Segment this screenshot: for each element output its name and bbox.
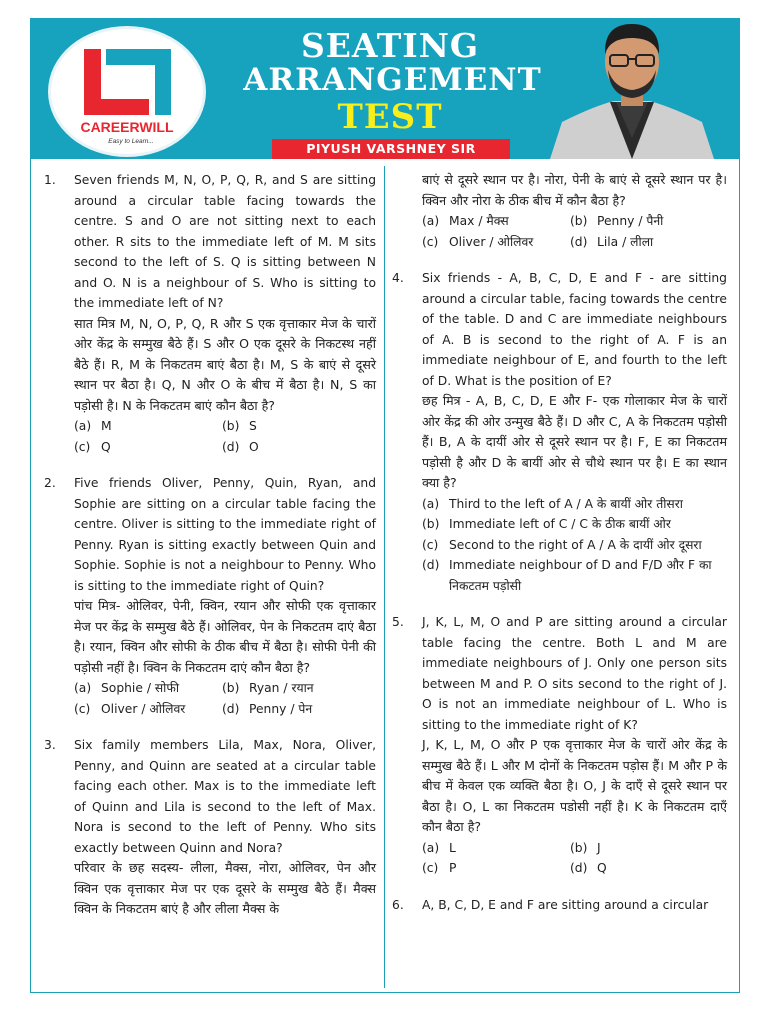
option-b: (b) Immediate left of C / C के ठीक बायीं ओर [422, 517, 671, 531]
options [74, 678, 376, 719]
teacher-photo [542, 18, 722, 159]
author-banner: PIYUSH VARSHNEY SIR [272, 139, 510, 159]
question-3 [44, 735, 376, 920]
question-3-continued [392, 170, 727, 252]
option-a: (a) Third to the left of A / A के बायीं ओर तीसरा [422, 496, 683, 511]
question-text-en: Five friends Oliver, Penny, Quin, Ryan, and Sophie are sitting on a circular table facing the centre. Oliver is sitting to the immediate right of Penny. Ryan is sitting exactly between Quin and Sophie. Sophie is not a neighbour to Penny. Who is sitting to the immediate right of Quin? [74, 476, 376, 593]
option-b: (b) Ryan / रयान [222, 681, 314, 695]
question-text-en: A, B, C, D, E and F are sitting around a circular [422, 897, 709, 912]
question-text-en: J, K, L, M, O and P are sitting around a circular table facing the centre. Both L and M are immediate neighbours of J. Only one person sits between M and P. O sits second to the right of J. O is not an immediate neighbour of L. Who is sitting to the immediate right of K? [422, 615, 727, 732]
column-divider [384, 166, 385, 988]
option-d: (d) Penny / पेन [222, 701, 313, 716]
option-c: (c) Oliver / ओलिवर [74, 701, 186, 716]
question-text-hi: सात मित्र M, N, O, P, Q, R और S एक वृत्ताकार मेज के चारों ओर केंद्र के सम्मुख बैठे हैं। S और O एक दूसरे के निकटस्थ नहीं बैठे हैं। R, M के निकटतम बाएं बैठा है। M, S के बाएं से दूसरे स्थान पर बैठा है। Q, N और O के बीच में बैठा है। N, S का पड़ोसी है। N के निकटतम बाएं कौन बैठा है? [74, 315, 376, 413]
question-text-en: Six family members Lila, Max, Nora, Oliver, Penny, and Quinn are seated at a circular table facing each other. Max is to the immediate left of Quinn and Lila is second to the left of Max. Nora is second to the left of Penny. Who sits exactly between Quinn and Nora? [74, 738, 376, 855]
question-text-hi: परिवार के छह सदस्य- लीला, मैक्स, नोरा, ओलिवर, पेन और क्विन एक वृत्ताकार मेज पर एक दूसरे के सम्मुख बैठे हैं। मैक्स क्विन के निकटतम बाएं है और लीला मैक्स के [74, 860, 376, 916]
options [74, 416, 376, 457]
question-number: 5. [392, 615, 404, 629]
logo-tagline: Easy to Learn... [108, 138, 154, 145]
question-text-en: Seven friends M, N, O, P, Q, R, and S are sitting around a circular table facing towards the centre. S and O are not sitting next to each other. R sits to the immediate left of M. M sits second to the left of S. Q is sitting between N and O. N is a neighbour of S. Who is sitting to the immediate left of N? [74, 173, 376, 310]
question-4 [392, 268, 727, 596]
question-number: 6. [392, 897, 404, 912]
options [422, 211, 727, 252]
option-a: (a) M [74, 419, 112, 433]
option-b: (b) Penny / पैनी [570, 214, 664, 228]
option-b: (b) S [222, 419, 257, 433]
question-5 [392, 612, 727, 879]
question-2 [44, 473, 376, 719]
option-d: (d) O [222, 439, 259, 454]
option-b: (b) J [570, 840, 601, 855]
option-a: (a) L [422, 840, 456, 855]
question-1 [44, 170, 376, 457]
option-c: (c) P [422, 861, 457, 875]
title-line-3: TEST [337, 97, 443, 137]
left-column [44, 170, 376, 936]
question-text-hi-continued: बाएं से दूसरे स्थान पर है। नोरा, पेनी के बाएं से दूसरे स्थान पर है। क्विन और नोरा के ठीक बीच में कौन बैठा है? [422, 172, 727, 208]
careerwill-logo [48, 26, 206, 157]
question-number: 4. [392, 271, 404, 285]
question-number: 1. [44, 173, 56, 187]
option-a: (a) Max / मैक्स [422, 214, 509, 228]
question-text-en: Six friends - A, B, C, D, E and F - are sitting around a circular table, facing towards the centre of the table. D and C are immediate neighbours of A. B is second to the right of A. F is an immediate neighbour of E, and fourth to the left of D. What is the position of E? [422, 271, 727, 388]
options [422, 494, 727, 597]
option-c: (c) Second to the right of A / A के दायीं ओर दूसरा [422, 537, 702, 552]
option-a: (a) Sophie / सोफी [74, 681, 180, 695]
logo-mark-icon [51, 29, 203, 154]
question-text-hi: छह मित्र - A, B, C, D, E और F- एक गोलाकार मेज के चारों ओर केंद्र की ओर उन्मुख बैठे हैं। D और C, A के निकटतम पड़ोसी हैं। B, A के दायीं ओर से दूसरे स्थान पर है। F, E का निकटतम पड़ोसी है और D के बायीं ओर से चौथे स्थान पर है। E का स्थान क्या है? [422, 393, 727, 490]
logo-text: CAREERWILL [80, 119, 174, 135]
option-d: (d) Q [570, 861, 607, 875]
option-d: (d) Immediate neighbour of D and F/D और F का निकटतम पड़ोसी [422, 558, 712, 593]
question-text-hi: पांच मित्र- ओलिवर, पेनी, क्विन, रयान और सोफी एक वृत्ताकार मेज पर केंद्र के सम्मुख बैठे हैं। ओलिवर, पेन के निकटतम दाएं बैठा है। रयान, क्विन और सोफी के ठीक बीच में बैठा है। सोफी पेनी की पड़ोसी नहीं है। क्विन के निकटतम दाएं कौन बैठा है? [74, 598, 376, 675]
question-6 [392, 895, 727, 916]
question-text-hi: J, K, L, M, O और P एक वृत्ताकार मेज के चारों ओर केंद्र के सम्मुख बैठे हैं। L और M दोनों के निकटतम पड़ोस हैं। M और P के बीच में केवल एक व्यक्ति बैठा है। O, J के दाएँ से दूसरे स्थान पर बैठा है। O, L का निकटतम पडोसी नहीं है। K के निकटतम दाएँ कौन बैठा है? [422, 737, 727, 834]
title-line-1: SEATING [300, 26, 480, 65]
header-banner [30, 18, 740, 159]
question-number: 2. [44, 476, 56, 490]
options [422, 838, 727, 879]
question-number: 3. [44, 738, 56, 752]
option-c: (c) Q [74, 439, 111, 454]
option-c: (c) Oliver / ओलिवर [422, 234, 534, 249]
option-d: (d) Lila / लीला [570, 234, 654, 249]
right-column [392, 170, 727, 931]
title-line-2: ARRANGEMENT [243, 62, 542, 98]
